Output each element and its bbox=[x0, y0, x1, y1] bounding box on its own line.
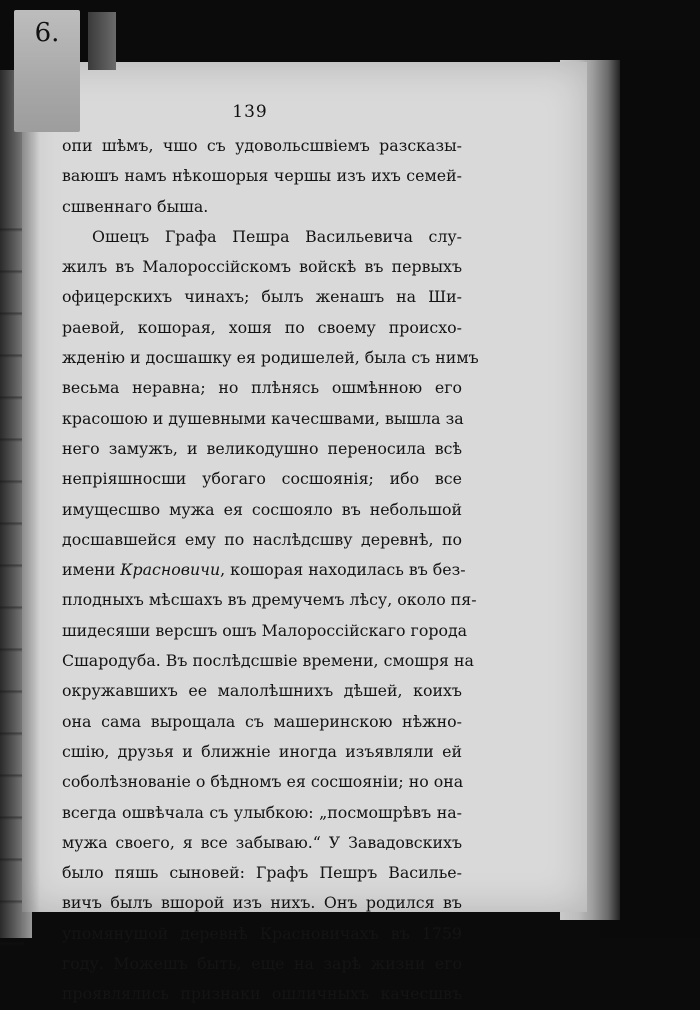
text-line: опи шѣмъ, чшо съ удовольсшвіемъ разсказы- bbox=[62, 136, 462, 155]
text-line: соболѣзнованіе о бѣдномъ ея сосшояніи; но она bbox=[62, 772, 464, 792]
text-line: году. Можешъ быть, еще на зарѣ жизни его bbox=[62, 954, 462, 974]
text-line: Ошецъ Графа Пешра Васильевича слу- bbox=[92, 226, 462, 246]
text-line: сшію, друзья и ближніе иногда изъявляли ей bbox=[62, 741, 462, 761]
text-line: она сама вырощала съ машеринскою нѣжно- bbox=[62, 711, 462, 731]
text-line: мужа своего, я все забываю.“ У Завадовскихъ bbox=[62, 832, 462, 852]
text-line: красошою и душевными качесшвами, вышла за bbox=[62, 408, 464, 428]
text-line: шидесяши версшъ ошъ Малороссійскаго города bbox=[62, 620, 468, 640]
text-line: жилъ въ Малороссійскомъ войскѣ въ первыхъ bbox=[62, 257, 462, 277]
text-line: плодныхъ мѣсшахъ въ дремучемъ лѣсу, около пя- bbox=[62, 590, 477, 610]
text-line: окружавшихъ ее малолѣшнихъ дѣшей, коихъ bbox=[62, 681, 462, 701]
place-name-italic: Красновичи bbox=[120, 560, 221, 580]
text-fragment: имени bbox=[62, 560, 121, 580]
binding-strip bbox=[88, 12, 116, 70]
text-line: сшвеннаго быша. bbox=[62, 196, 209, 216]
text-line: ваюшъ намъ нѣкошорыя чершы изъ ихъ семей- bbox=[62, 166, 462, 186]
text-line: жденію и досшашку ея родишелей, была съ нимъ bbox=[62, 348, 479, 368]
text-line: офицерскихъ чинахъ; былъ женашъ на Ши- bbox=[62, 287, 462, 307]
text-line: вичъ былъ вшорой изъ нихъ. Онъ родился въ bbox=[62, 893, 462, 913]
page-number: 139 bbox=[232, 102, 268, 122]
text-line: упомянушой деревнѣ Красновичахъ въ 1759 bbox=[62, 923, 462, 943]
text-line: имущесшво мужа ея сосшояло въ небольшой bbox=[62, 499, 462, 519]
text-fragment: , кошорая находилась въ без- bbox=[220, 560, 466, 580]
page-text bbox=[62, 131, 479, 1010]
text-line-with-place-name bbox=[62, 555, 466, 585]
text-line: досшавшейся ему по наслѣдсшву деревнѣ, по bbox=[62, 529, 462, 549]
text-line: раевой, кошорая, хошя по своему происхо- bbox=[62, 317, 462, 337]
library-tab-number: 6. bbox=[34, 18, 60, 48]
text-line: весьма неравна; но плѣнясь ошмѣнною его bbox=[62, 378, 462, 398]
text-line: было пяшь сыновей: Графъ Пешръ Василье- bbox=[62, 863, 462, 883]
page-gutter-shadow bbox=[22, 62, 40, 912]
text-line: него замужъ, и великодушно переносила всѣ bbox=[62, 438, 462, 458]
left-margin-marks bbox=[0, 190, 24, 950]
text-line: всегда ошвѣчала съ улыбкою: „посмошрѣвъ на- bbox=[62, 802, 462, 822]
text-line: проявлялись признаки ошличныхъ качесшвъ bbox=[62, 984, 462, 1004]
text-line: непріяшносши убогаго сосшоянія; ибо все bbox=[62, 469, 462, 489]
text-line: Сшародуба. Въ послѣдсшвіе времени, смошря на bbox=[62, 651, 474, 671]
